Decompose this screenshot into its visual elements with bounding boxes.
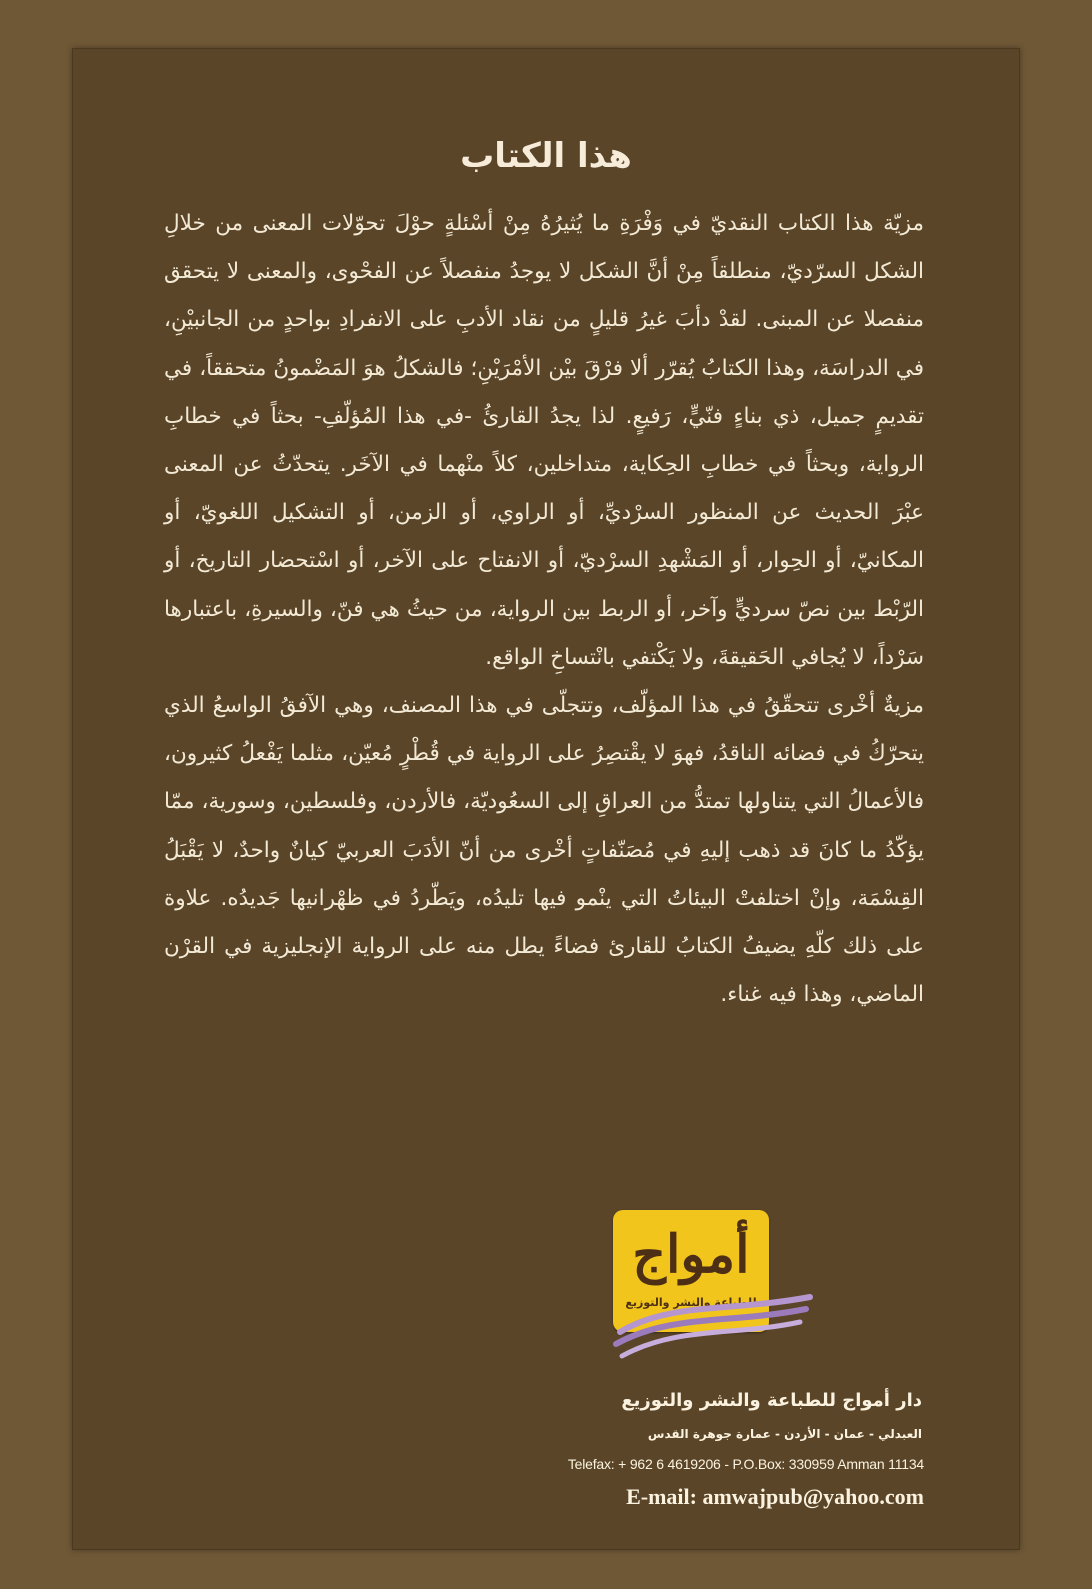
logo-tagline: للطباعة والنشر والتوزيع xyxy=(625,1296,757,1309)
publisher-address: العبدلي - عمان - الأردن - عمارة جوهرة القدس xyxy=(647,1427,922,1441)
wave-logo-icon xyxy=(610,1292,830,1372)
blurb-text xyxy=(164,200,924,1019)
paragraph-1: مزيّة هذا الكتاب النقديّ في وَفْرَةِ ما يُثيرُهُ مِنْ أسْئلةٍ حوْلَ تحوّلات المعنى من خلالِ الشكل السرّديّ، منطلقاً مِنْ أنَّ الشكل لا يوجدُ منفصلاً عن الفحْوى، والمعنى لا يتحقق منفصلا عن المبنى. لقدْ دأبَ غيرُ قليلٍ من نقاد الأدبِ على الانفرادِ بواحدٍ من الجانبيْنِ، في الدراسَة، وهذا الكتابُ يُقرّر ألا فرْقَ بيْن الأمْرَيْنِ؛ فالشكلُ هوَ المَضْمونُ متحققاً، في تقديمٍ جميل، ذي بناءٍ فنّيٍّ، رَفيعٍ. لذا يجدُ القارئُ -في هذا المُؤلّفِ- بحثاً في خطابِ الرواية، وبحثاً في خطابِ الحِكاية، متداخلين، كلاً منْهما في الآخَر. يتحدّثُ عن المعنى عبْرَ الحديث عن المنظور السرْديِّ، أو الراوي، أو الزمن، أو التشكيل اللغويّ، أو المكانيّ، أو الحِوار، أو المَشْهدِ السرْديّ، أو الانفتاح على الآخر، أو اسْتحضار التاريخ، أو الرّبْط بين نصّ سرديٍّ وآخر، أو الربط بين الرواية، من حيثُ هي فنّ، والسيرةِ، باعتبارها سَرْداً، لا يُجافي الحَقيقةَ، ولا يَكْتفي بانْتساخِ الواقع. xyxy=(164,211,924,670)
paragraph-2: مزيةٌ أخْرى تتحقّقُ في هذا المؤلّف، وتتجلّى في هذا المصنف، وهي الآفقُ الواسعُ الذي يتحرّكُ في فضائه الناقدُ، فهوَ لا يقْتصِرُ على الرواية في قُطْرٍ مُعيّن، مثلما يَفْعلُ كثيرون، فالأعمالُ التي يتناولها تمتدُّ من العراقِ إلى السعُوديّة، فالأردن، وفلسطين، وسورية، ممّا يؤكّدُ ما كانَ قد ذهب إليهِ في مُصَنّفاتٍ أخْرى من أنّ الأدَبَ العربيّ كيانٌ واحدٌ، لا يَقْبَلُ القِسْمَة، وإنْ اختلفتْ البيئاتُ التي ينْمو فيها تليدُه، ويَطّردُ في ظهْرانيها جَديدُه. علاوة على ذلك كلّهِ يضيفُ الكتابُ للقارئ فضاءً يطل منه على الرواية الإنجليزية في القرْن الماضي، وهذا فيه غناء. xyxy=(164,693,924,1008)
publisher-telefax: Telefax: + 962 6 4619206 - P.O.Box: 330959 Amman 11134 xyxy=(567,1456,924,1472)
publisher-name: دار أمواج للطباعة والنشر والتوزيع xyxy=(621,1390,922,1411)
logo-wordmark: أمواج xyxy=(632,1224,750,1285)
publisher-email[interactable]: E-mail: amwajpub@yahoo.com xyxy=(626,1484,924,1509)
page-title: هذا الكتاب xyxy=(460,136,632,176)
